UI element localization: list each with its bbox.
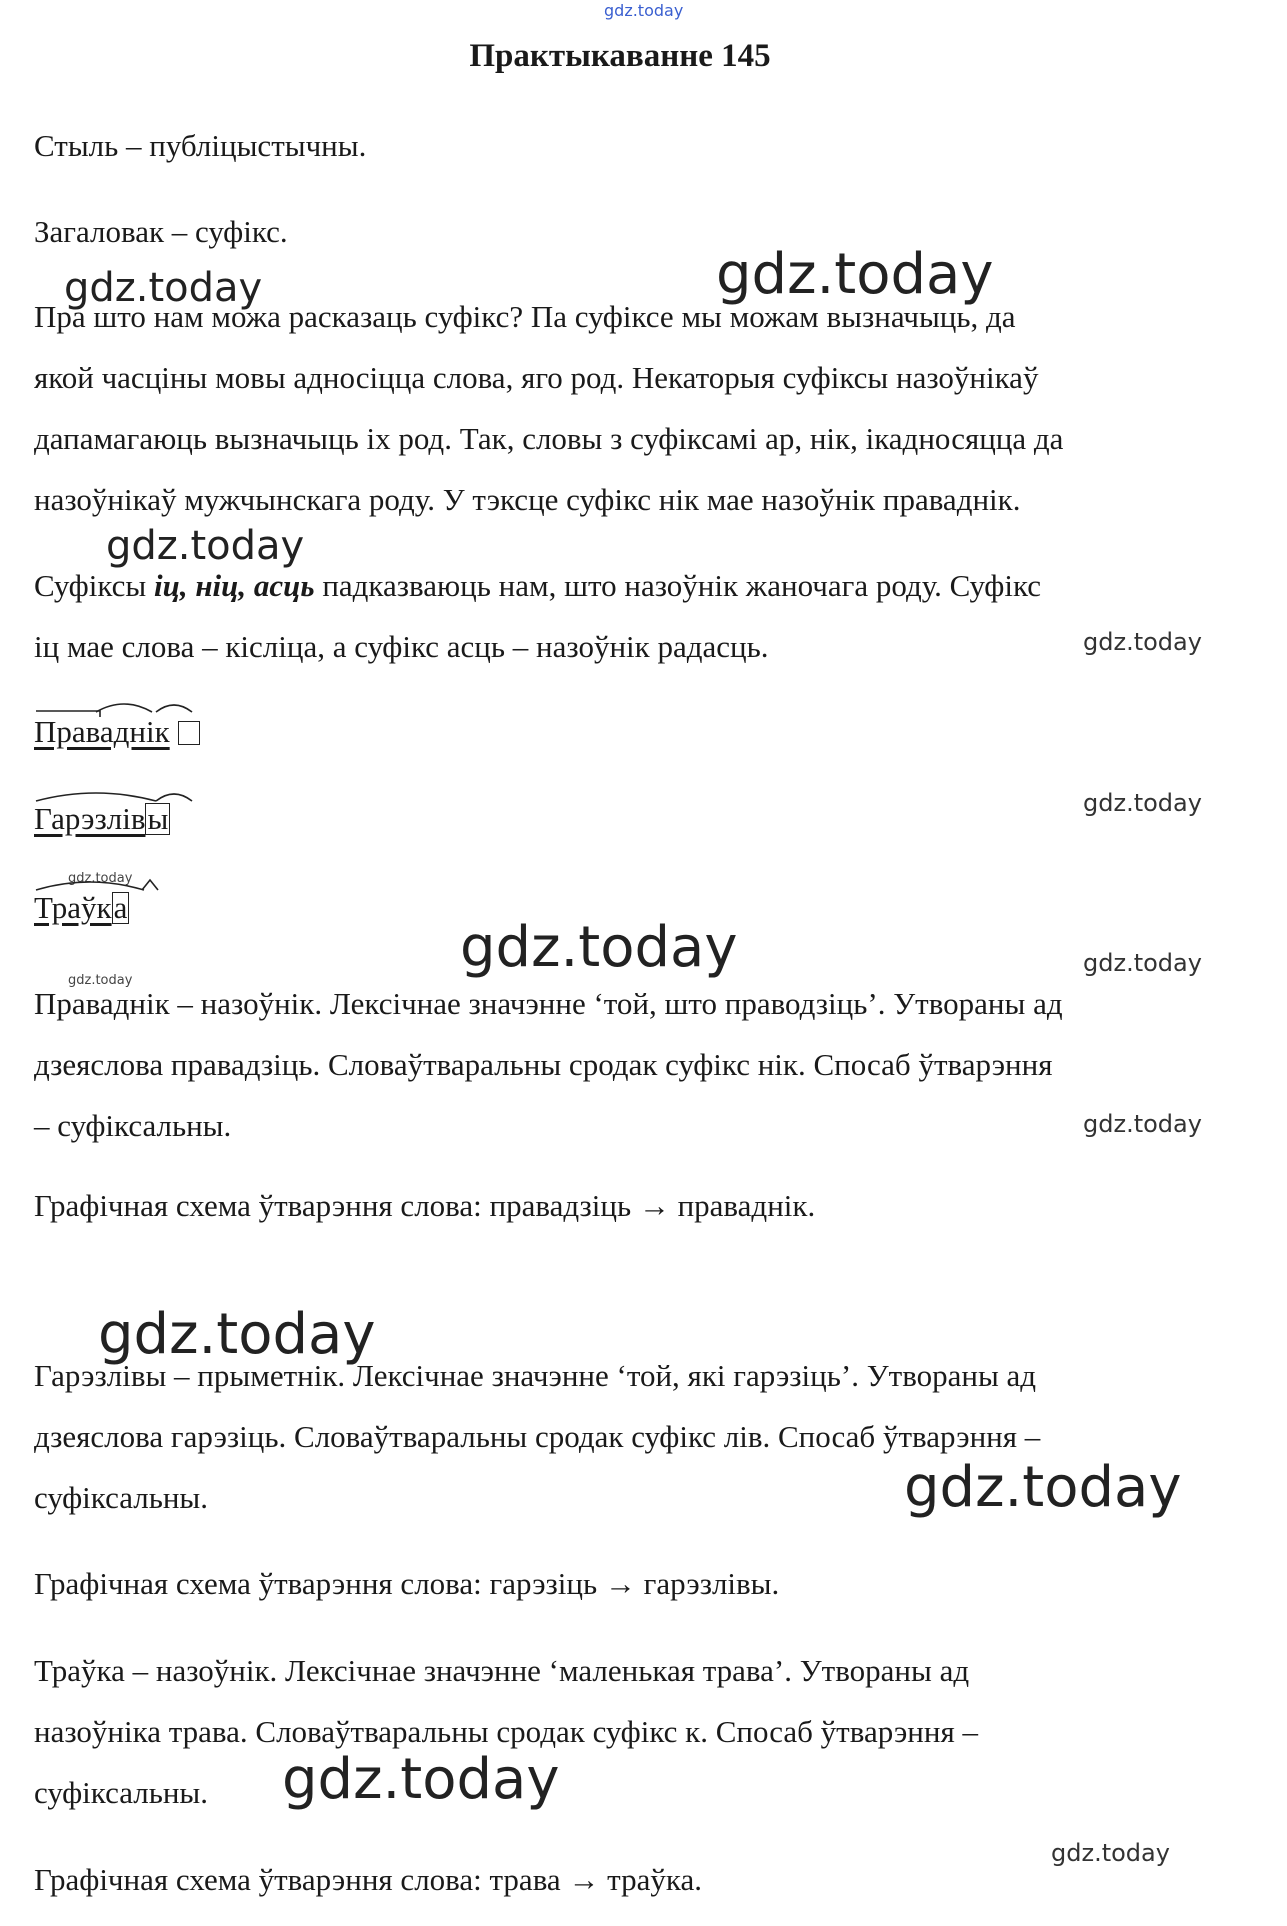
text-row: іц мае слова – кісліца, а суфікс асць – назоўнік радасць. xyxy=(34,629,769,664)
text-row: – суфіксальны. xyxy=(34,1108,232,1143)
watermark: gdz.today xyxy=(604,1,684,20)
watermark: gdz.today xyxy=(1083,628,1202,656)
morpheme-stem: Гарэзлів xyxy=(34,801,146,836)
watermark: gdz.today xyxy=(68,871,133,886)
text-row: Гарэзлівы – прыметнік. Лексічнае значэнне ‘той, які гарэзіць’. Утвораны ад xyxy=(34,1358,1037,1393)
text-row: Пра што нам можа расказаць суфікс? Па суфіксе мы можам вызначыць, да xyxy=(34,299,1016,334)
morpheme-word-1 xyxy=(34,712,200,752)
watermark: gdz.today xyxy=(460,915,738,980)
zero-ending-box xyxy=(178,721,200,745)
morpheme-word-3 xyxy=(34,888,129,928)
morpheme-word-2 xyxy=(34,799,170,839)
text-row: назоўнікаў мужчынскага роду. У тэксце суфікс нік мае назоўнік праваднік. xyxy=(34,482,1021,517)
ending-box: ы xyxy=(147,801,169,836)
suffix-list: іц, ніц, асць xyxy=(153,568,315,603)
text-row: дзеяслова гарэзіць. Словаўтваральны сродак суфікс лів. Спосаб ўтварэння – xyxy=(34,1419,1041,1454)
watermark: gdz.today xyxy=(1083,789,1202,817)
morpheme-stem: Траўк xyxy=(34,890,112,925)
text-fragment: падказваюць нам, што назоўнік жаночага роду. Суфікс xyxy=(314,568,1042,603)
morpheme-marks xyxy=(34,785,234,805)
watermark: gdz.today xyxy=(106,523,305,569)
paragraph-feminine-suffixes xyxy=(34,555,1214,677)
text-row: дапамагаюць вызначыць іх род. Так, словы з суфіксамі ар, нік, ікадносяцца да xyxy=(34,421,1064,456)
text-row: суфіксальны. xyxy=(34,1480,209,1515)
page-title: Практыкаванне 145 xyxy=(469,38,771,74)
heading-line: Загаловак – суфікс. xyxy=(34,214,288,249)
watermark: gdz.today xyxy=(68,973,133,988)
morpheme-marks xyxy=(34,871,234,894)
watermark: gdz.today xyxy=(716,242,994,307)
text-row: суфіксальны. xyxy=(34,1775,209,1810)
scheme-trauka: Графічная схема ўтварэння слова: трава → траўка. xyxy=(34,1862,702,1897)
watermark: gdz.today xyxy=(904,1455,1182,1520)
morpheme-marks xyxy=(34,698,234,718)
paragraph-trauka xyxy=(34,1640,1214,1823)
text-row: назоўніка трава. Словаўтваральны сродак суфікс к. Спосаб ўтварэння – xyxy=(34,1714,978,1749)
text-row: якой часціны мовы адносіцца слова, яго род. Некаторыя суфіксы назоўнікаў xyxy=(34,360,1039,395)
morpheme-word: Праваднік xyxy=(34,714,170,749)
style-line: Стыль – публіцыстычны. xyxy=(34,128,367,163)
text-row: Праваднік – назоўнік. Лексічнае значэнне ‘той, што праводзіць’. Утвораны ад xyxy=(34,986,1063,1021)
watermark: gdz.today xyxy=(1083,1110,1202,1138)
watermark: gdz.today xyxy=(1051,1839,1170,1867)
watermark: gdz.today xyxy=(1083,949,1202,977)
paragraph-pravadnik xyxy=(34,973,1214,1156)
text-row: дзеяслова правадзіць. Словаўтваральны сродак суфікс нік. Спосаб ўтварэння xyxy=(34,1047,1053,1082)
ending-box: а xyxy=(113,890,128,925)
scheme-pravadnik: Графічная схема ўтварэння слова: правадзіць → праваднік. xyxy=(34,1188,816,1223)
watermark: gdz.today xyxy=(64,265,263,311)
text-row: Траўка – назоўнік. Лексічнае значэнне ‘маленькая трава’. Утвораны ад xyxy=(34,1653,970,1688)
watermark: gdz.today xyxy=(98,1302,376,1367)
text-fragment: Суфіксы xyxy=(34,568,154,603)
watermark: gdz.today xyxy=(282,1747,560,1812)
scheme-garezlivy: Графічная схема ўтварэння слова: гарэзіць → гарэзлівы. xyxy=(34,1566,780,1601)
paragraph-suffix-role xyxy=(34,286,1214,530)
